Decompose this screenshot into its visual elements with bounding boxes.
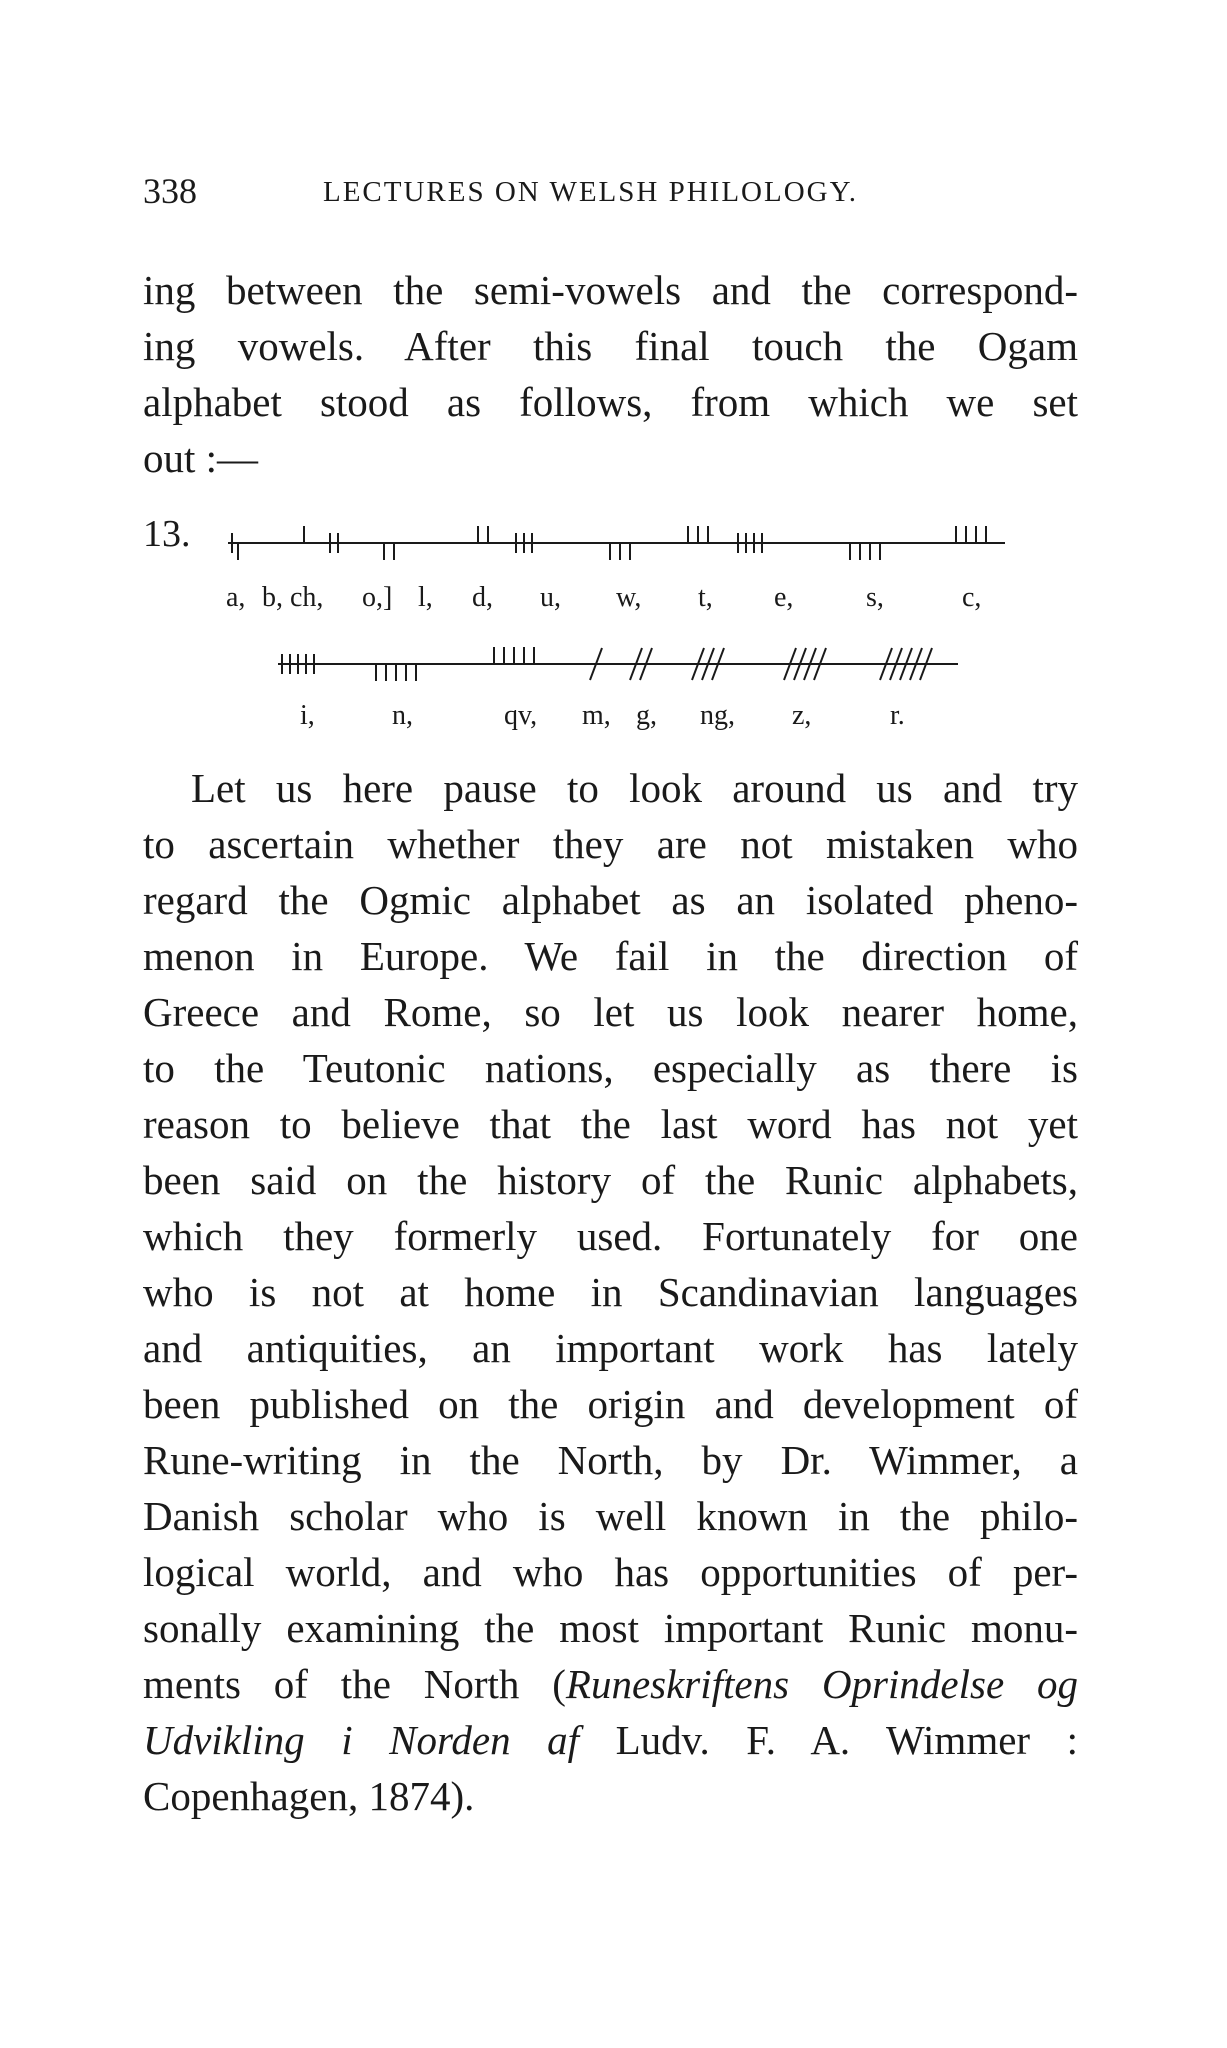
text-line: and antiquities, an important work has lately — [143, 1325, 1078, 1371]
ogam-label: z, — [792, 700, 812, 731]
text-line: Danish scholar who is well known in the philo- — [143, 1493, 1078, 1539]
text-line: been published on the origin and development of — [143, 1381, 1078, 1427]
ogam-label: n, — [392, 700, 413, 731]
ogam-label: w, — [616, 582, 642, 613]
text-line: menon in Europe. We fail in the direction of — [143, 933, 1078, 979]
text-line: reason to believe that the last word has not yet — [143, 1101, 1078, 1147]
text-line: Greece and Rome, so let us look nearer home, — [143, 989, 1078, 1035]
text-line: Let us here pause to look around us and try — [191, 765, 1078, 811]
ogam-label: t, — [698, 582, 713, 613]
text-line: who is not at home in Scandinavian languages — [143, 1269, 1078, 1315]
ogam-label: a, — [226, 582, 246, 613]
book-title-italic: Udvikling i Norden af — [143, 1717, 580, 1763]
page-number: 338 — [143, 171, 197, 211]
text-line: alphabet stood as follows, from which we set — [143, 379, 1078, 425]
ogam-label: qv, — [504, 700, 538, 731]
text-line: to ascertain whether they are not mistaken who — [143, 821, 1078, 867]
text-line: ing between the semi-vowels and the correspond- — [143, 267, 1078, 313]
text-line: to the Teutonic nations, especially as there is — [143, 1045, 1078, 1091]
text-line: ing vowels. After this final touch the Ogam — [143, 323, 1078, 369]
book-title-italic: Runeskriftens Oprindelse og — [565, 1661, 1078, 1707]
ogam-label: ng, — [700, 700, 735, 731]
paragraph-2 — [143, 760, 1078, 1824]
ogam-label: r. — [890, 700, 905, 731]
ogam-label: d, — [472, 582, 493, 613]
ogam-label: c, — [962, 582, 982, 613]
text-run: ments of the North ( — [143, 1661, 566, 1707]
ogam-labels-row-1 — [0, 582, 1227, 618]
ogam-label: u, — [540, 582, 561, 613]
running-title: LECTURES ON WELSH PHILOLOGY. — [323, 176, 859, 208]
text-run: Ludv. F. A. Wimmer : — [579, 1717, 1078, 1763]
ogam-labels-row-2 — [0, 700, 1227, 736]
text-line: Rune-writing in the North, by Dr. Wimmer, a — [143, 1437, 1078, 1483]
ogam-label: b, ch, — [262, 582, 324, 613]
text-line: which they formerly used. Fortunately for one — [143, 1213, 1078, 1259]
ogam-label: o,] — [362, 582, 393, 613]
text-line: logical world, and who has opportunities of per- — [143, 1549, 1078, 1595]
ogam-label: e, — [774, 582, 794, 613]
ogam-alphabet-diagram — [0, 0, 1227, 760]
ogam-label: m, — [582, 700, 611, 731]
text-line — [143, 1656, 1078, 1712]
ogam-label: l, — [418, 582, 433, 613]
text-line: been said on the history of the Runic alphabets, — [143, 1157, 1078, 1203]
text-line — [143, 1712, 1078, 1768]
text-line: Copenhagen, 1874). — [143, 1773, 475, 1819]
ogam-label: g, — [636, 700, 657, 731]
ogam-table-number: 13. — [143, 513, 191, 555]
text-line: sonally examining the most important Runic monu- — [143, 1605, 1078, 1651]
ogam-label: s, — [866, 582, 884, 613]
ogam-label: i, — [300, 700, 315, 731]
text-line: regard the Ogmic alphabet as an isolated pheno- — [143, 877, 1078, 923]
text-line: out :— — [143, 435, 259, 481]
